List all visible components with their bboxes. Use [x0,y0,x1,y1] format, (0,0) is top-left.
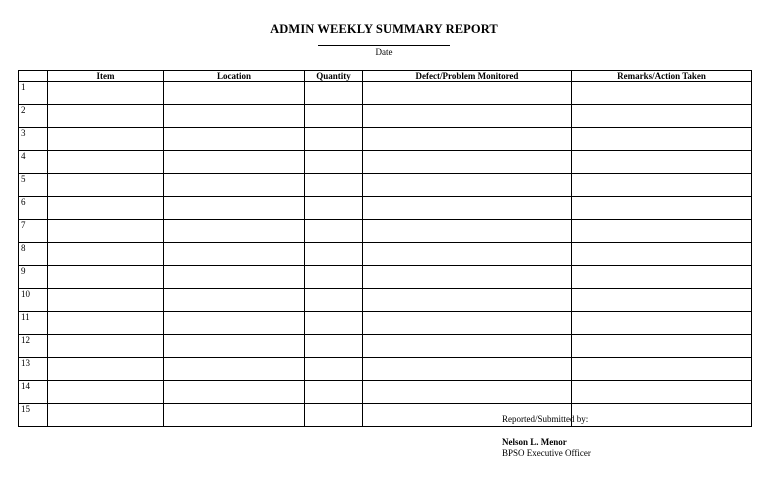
signer-title: BPSO Executive Officer [502,448,591,458]
row-number: 11 [19,312,48,335]
row-number: 8 [19,243,48,266]
defect-cell [363,82,572,105]
row-number: 15 [19,404,48,427]
defect-cell [363,174,572,197]
table-row [19,151,752,174]
table-row [19,289,752,312]
item-cell [48,312,164,335]
remarks-cell [572,312,752,335]
table-row [19,404,752,427]
location-cell [164,404,305,427]
location-cell [164,197,305,220]
defect-cell [363,220,572,243]
remarks-cell [572,404,752,427]
remarks-cell [572,197,752,220]
table-row [19,358,752,381]
row-number: 6 [19,197,48,220]
item-cell [48,105,164,128]
row-number: 5 [19,174,48,197]
quantity-cell [305,82,363,105]
quantity-cell [305,289,363,312]
quantity-cell [305,381,363,404]
location-cell [164,312,305,335]
table-row [19,128,752,151]
date-signature-line [318,45,450,46]
table-row [19,312,752,335]
table-row [19,335,752,358]
table-row [19,82,752,105]
row-number: 9 [19,266,48,289]
defect-cell [363,151,572,174]
quantity-cell [305,105,363,128]
row-number: 3 [19,128,48,151]
reported-by-label: Reported/Submitted by: [502,414,589,424]
report-table [18,70,752,427]
item-cell [48,266,164,289]
defect-cell [363,197,572,220]
table-row [19,381,752,404]
column-header-number [19,71,48,82]
column-header-quantity: Quantity [305,71,363,82]
quantity-cell [305,128,363,151]
table-row [19,243,752,266]
table-body [19,82,752,427]
quantity-cell [305,266,363,289]
defect-cell [363,335,572,358]
table-row [19,105,752,128]
location-cell [164,335,305,358]
remarks-cell [572,105,752,128]
defect-cell [363,312,572,335]
quantity-cell [305,243,363,266]
report-title: ADMIN WEEKLY SUMMARY REPORT [270,22,498,36]
remarks-cell [572,289,752,312]
location-cell [164,289,305,312]
defect-cell [363,358,572,381]
item-cell [48,243,164,266]
item-cell [48,404,164,427]
defect-cell [363,381,572,404]
item-cell [48,220,164,243]
signer-name: Nelson L. Menor [502,437,567,447]
location-cell [164,243,305,266]
defect-cell [363,105,572,128]
row-number: 1 [19,82,48,105]
column-header-remarks: Remarks/Action Taken [572,71,752,82]
location-cell [164,358,305,381]
remarks-cell [572,128,752,151]
table-row [19,266,752,289]
location-cell [164,174,305,197]
quantity-cell [305,220,363,243]
defect-cell [363,266,572,289]
defect-cell [363,289,572,312]
location-cell [164,266,305,289]
date-label: Date [375,47,393,57]
item-cell [48,381,164,404]
row-number: 2 [19,105,48,128]
quantity-cell [305,404,363,427]
table-row [19,220,752,243]
quantity-cell [305,174,363,197]
row-number: 14 [19,381,48,404]
row-number: 4 [19,151,48,174]
location-cell [164,220,305,243]
table-row [19,197,752,220]
item-cell [48,289,164,312]
remarks-cell [572,82,752,105]
table-row [19,174,752,197]
item-cell [48,128,164,151]
row-number: 13 [19,358,48,381]
location-cell [164,82,305,105]
defect-cell [363,128,572,151]
remarks-cell [572,266,752,289]
remarks-cell [572,358,752,381]
item-cell [48,335,164,358]
location-cell [164,128,305,151]
table-header-row [19,71,752,82]
item-cell [48,174,164,197]
item-cell [48,151,164,174]
row-number: 12 [19,335,48,358]
quantity-cell [305,197,363,220]
quantity-cell [305,312,363,335]
quantity-cell [305,151,363,174]
item-cell [48,197,164,220]
location-cell [164,105,305,128]
item-cell [48,82,164,105]
quantity-cell [305,335,363,358]
defect-cell [363,243,572,266]
row-number: 10 [19,289,48,312]
row-number: 7 [19,220,48,243]
column-header-item: Item [48,71,164,82]
column-header-defect: Defect/Problem Monitored [363,71,572,82]
location-cell [164,151,305,174]
remarks-cell [572,151,752,174]
remarks-cell [572,220,752,243]
remarks-cell [572,243,752,266]
column-header-location: Location [164,71,305,82]
remarks-cell [572,335,752,358]
remarks-cell [572,381,752,404]
item-cell [48,358,164,381]
location-cell [164,381,305,404]
remarks-cell [572,174,752,197]
quantity-cell [305,358,363,381]
